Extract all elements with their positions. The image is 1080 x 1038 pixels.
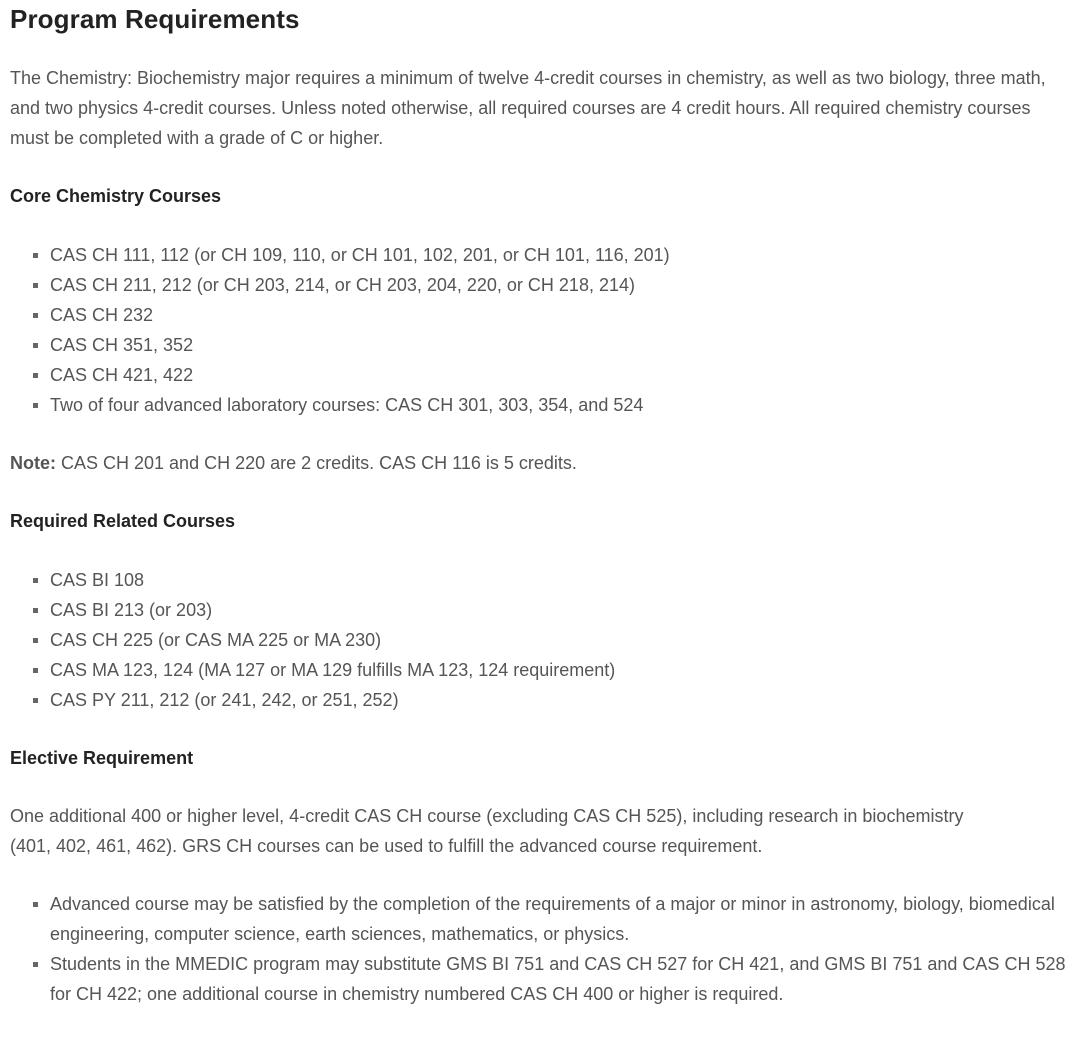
elective-heading: Elective Requirement (10, 748, 194, 768)
list-item: CAS CH 211, 212 (or CH 203, 214, or CH 203, 204, 220, or CH 218, 214) (10, 270, 1070, 300)
square-bullet-icon (33, 343, 38, 348)
page-title: Program Requirements (10, 4, 300, 34)
square-bullet-icon (33, 253, 38, 258)
elective-notes-list (10, 889, 1074, 1009)
square-bullet-icon (33, 962, 38, 967)
square-bullet-icon (33, 608, 38, 613)
core-note (10, 448, 1070, 478)
core-course-list (10, 240, 1070, 420)
list-item: CAS BI 213 (or 203) (10, 595, 1070, 625)
list-item: Advanced course may be satisfied by the completion of the requirements of a major or minor in astronomy, biology, biomedical engineering, computer science, earth sciences, mathematics, or physics. (10, 889, 1074, 949)
square-bullet-icon (33, 373, 38, 378)
square-bullet-icon (33, 313, 38, 318)
list-item: CAS CH 421, 422 (10, 360, 1070, 390)
related-course-list (10, 565, 1070, 715)
note-text: CAS CH 201 and CH 220 are 2 credits. CAS CH 116 is 5 credits. (56, 453, 577, 473)
square-bullet-icon (33, 283, 38, 288)
list-item: CAS BI 108 (10, 565, 1070, 595)
list-item: Two of four advanced laboratory courses: CAS CH 301, 303, 354, and 524 (10, 390, 1070, 420)
list-item: CAS CH 225 (or CAS MA 225 or MA 230) (10, 625, 1070, 655)
list-item: CAS CH 232 (10, 300, 1070, 330)
elective-paragraph: One additional 400 or higher level, 4-credit CAS CH course (excluding CAS CH 525), including research in biochemistry (401, 402, 461, 462). GRS CH courses can be used to fulfill the advanced course requirement. (10, 806, 964, 856)
list-item: CAS CH 351, 352 (10, 330, 1070, 360)
square-bullet-icon (33, 902, 38, 907)
core-heading: Core Chemistry Courses (10, 186, 222, 206)
square-bullet-icon (33, 668, 38, 673)
note-label: Note: (10, 453, 56, 473)
list-item: CAS CH 111, 112 (or CH 109, 110, or CH 101, 102, 201, or CH 101, 116, 201) (10, 240, 1070, 270)
square-bullet-icon (33, 638, 38, 643)
square-bullet-icon (33, 578, 38, 583)
list-item: CAS PY 211, 212 (or 241, 242, or 251, 252) (10, 685, 1070, 715)
related-heading: Required Related Courses (10, 511, 236, 531)
list-item: CAS MA 123, 124 (MA 127 or MA 129 fulfills MA 123, 124 requirement) (10, 655, 1070, 685)
square-bullet-icon (33, 403, 38, 408)
square-bullet-icon (33, 698, 38, 703)
intro-paragraph: The Chemistry: Biochemistry major requires a minimum of twelve 4-credit courses in chemistry, as well as two biology, three math, and two physics 4-credit courses. Unless noted otherwise, all required courses are 4 credit hours. All required chemistry courses must be completed with a grade of C or higher. (10, 68, 1046, 148)
list-item: Students in the MMEDIC program may substitute GMS BI 751 and CAS CH 527 for CH 421, and GMS BI 751 and CAS CH 528 for CH 422; one additional course in chemistry numbered CAS CH 400 or higher is required. (10, 949, 1074, 1009)
